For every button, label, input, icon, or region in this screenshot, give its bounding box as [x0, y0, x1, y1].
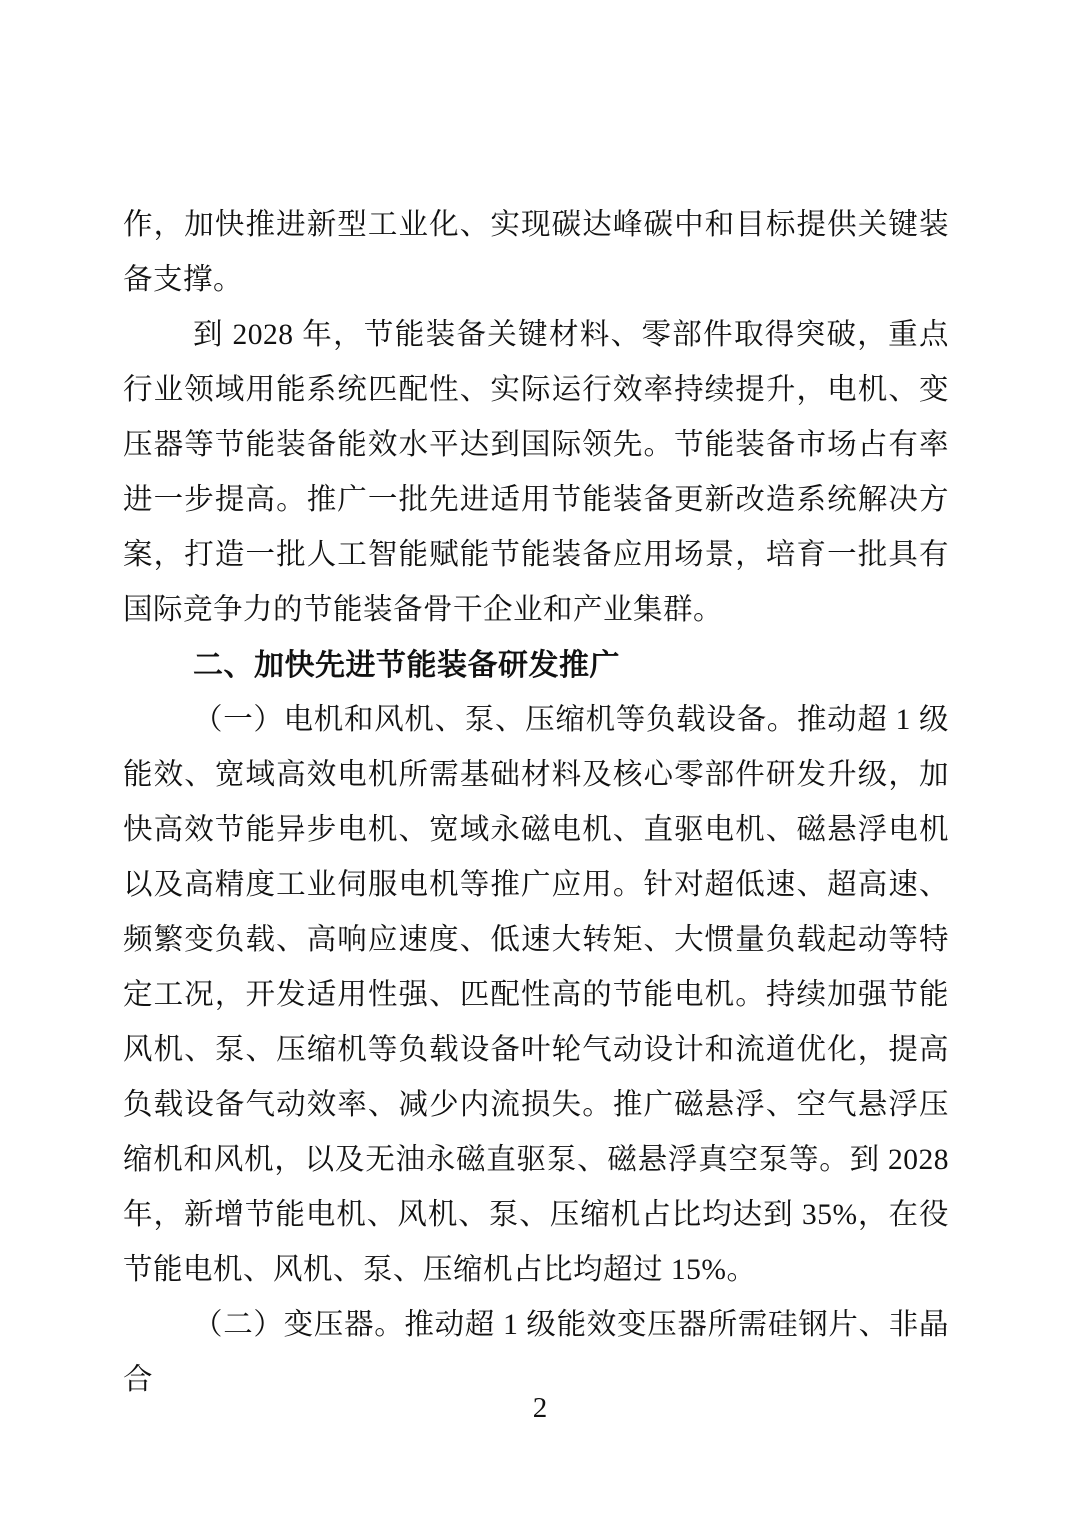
item-1-label: （一）电机和风机、泵、压缩机等负载设备。 — [193, 704, 797, 736]
section-heading: 二、加快先进节能装备研发推广 — [193, 649, 620, 682]
item-paragraph-1 — [123, 693, 949, 1298]
paragraph-continuation: 作，加快推进新型工业化、实现碳达峰碳中和目标提供关键装备支撑。 — [123, 209, 949, 296]
document-text-area — [123, 198, 949, 1408]
item-2-label: （二）变压器。 — [193, 1309, 405, 1341]
item-2-text: 推动超 1 级能效变压器所需硅钢片、非晶合 — [123, 1309, 949, 1396]
page-number: 2 — [532, 1392, 548, 1424]
item-1-text: 推动超 1 级能效、宽域高效电机所需基础材料及核心零部件研发升级，加快高效节能异步电机、宽域永磁电机、直驱电机、磁悬浮电机以及高精度工业伺服电机等推广应用。针对超低速、超高速、频繁变负载、高响应速度、低速大转矩、大惯量负载起动等特定工况，开发适用性强、匹配性高的节能电机。持续加强节能风机、泵、压缩机等负载设备叶轮气动设计和流道优化，提高负载设备气动效率、减少内流损失。推广磁悬浮、空气悬浮压缩机和风机，以及无油永磁直驱泵、磁悬浮真空泵等。到 2028 年，新增节能电机、风机、泵、压缩机占比均达到 35%，在役节能电机、风机、泵、压缩机占比均超过 15%。 — [123, 704, 949, 1286]
paragraph-goals-2028: 到 2028 年，节能装备关键材料、零部件取得突破，重点行业领域用能系统匹配性、实际运行效率持续提升，电机、变压器等节能装备能效水平达到国际领先。节能装备市场占有率进一步提高。推广一批先进适用节能装备更新改造系统解决方案，打造一批人工智能赋能节能装备应用场景，培育一批具有国际竞争力的节能装备骨干企业和产业集群。 — [123, 319, 949, 626]
